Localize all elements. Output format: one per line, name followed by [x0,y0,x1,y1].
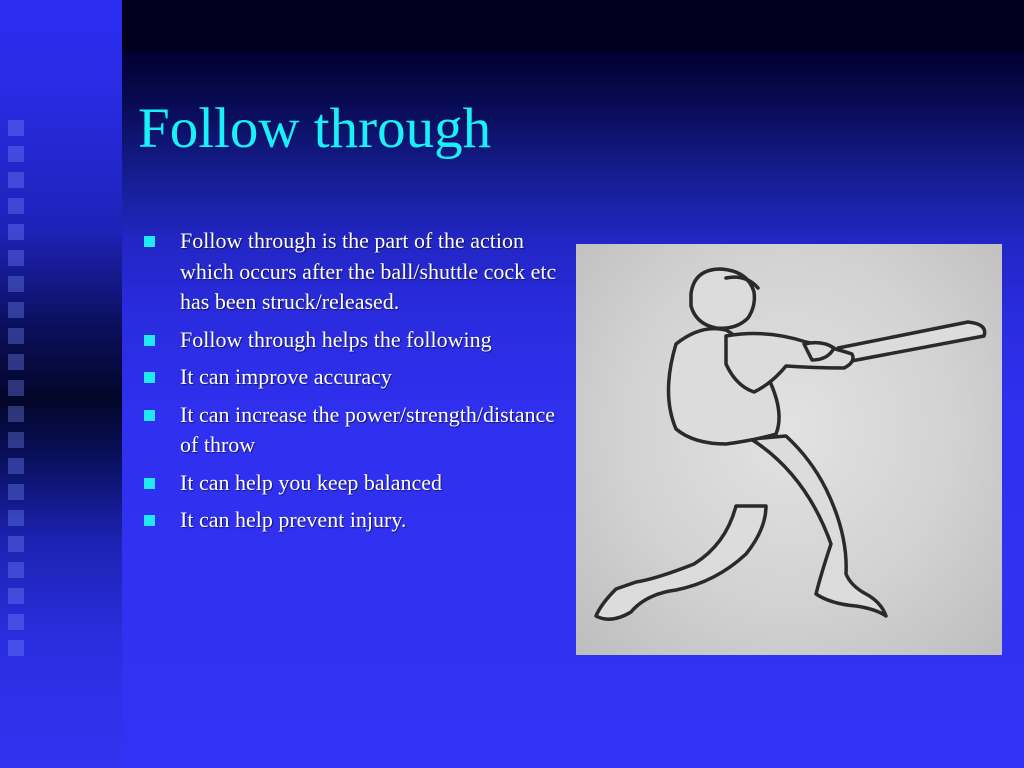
bullet-text: Follow through helps the following [180,326,492,352]
square-bullet-icon [144,515,155,526]
bullet-text: It can help prevent injury. [180,507,407,532]
bullet-text: It can improve accuracy [180,364,392,389]
slide-title: Follow through [138,97,492,160]
decorative-squares [8,120,28,680]
left-decorative-strip [0,0,122,768]
square-bullet-icon [144,372,155,383]
square-bullet-icon [144,478,155,489]
batter-swing-sketch-icon [576,244,1002,655]
bullet-list [140,226,560,543]
square-bullet-icon [144,335,155,346]
bullet-text: It can increase the power/strength/distance of throw [180,401,556,457]
bullet-text: It can help you keep balanced [180,469,443,495]
batter-illustration [576,244,1002,655]
bullet-item [140,325,560,356]
bullet-item [140,468,560,499]
bullet-item [140,505,560,536]
bullet-item [140,362,560,393]
bullet-text: Follow through is the part of the action which occurs after the ball/shuttle cock etc has been struck/released. [180,228,557,314]
square-bullet-icon [144,236,155,247]
square-bullet-icon [144,410,155,421]
bullet-item [140,226,560,318]
bullet-item [140,400,560,461]
top-band [122,0,1024,50]
